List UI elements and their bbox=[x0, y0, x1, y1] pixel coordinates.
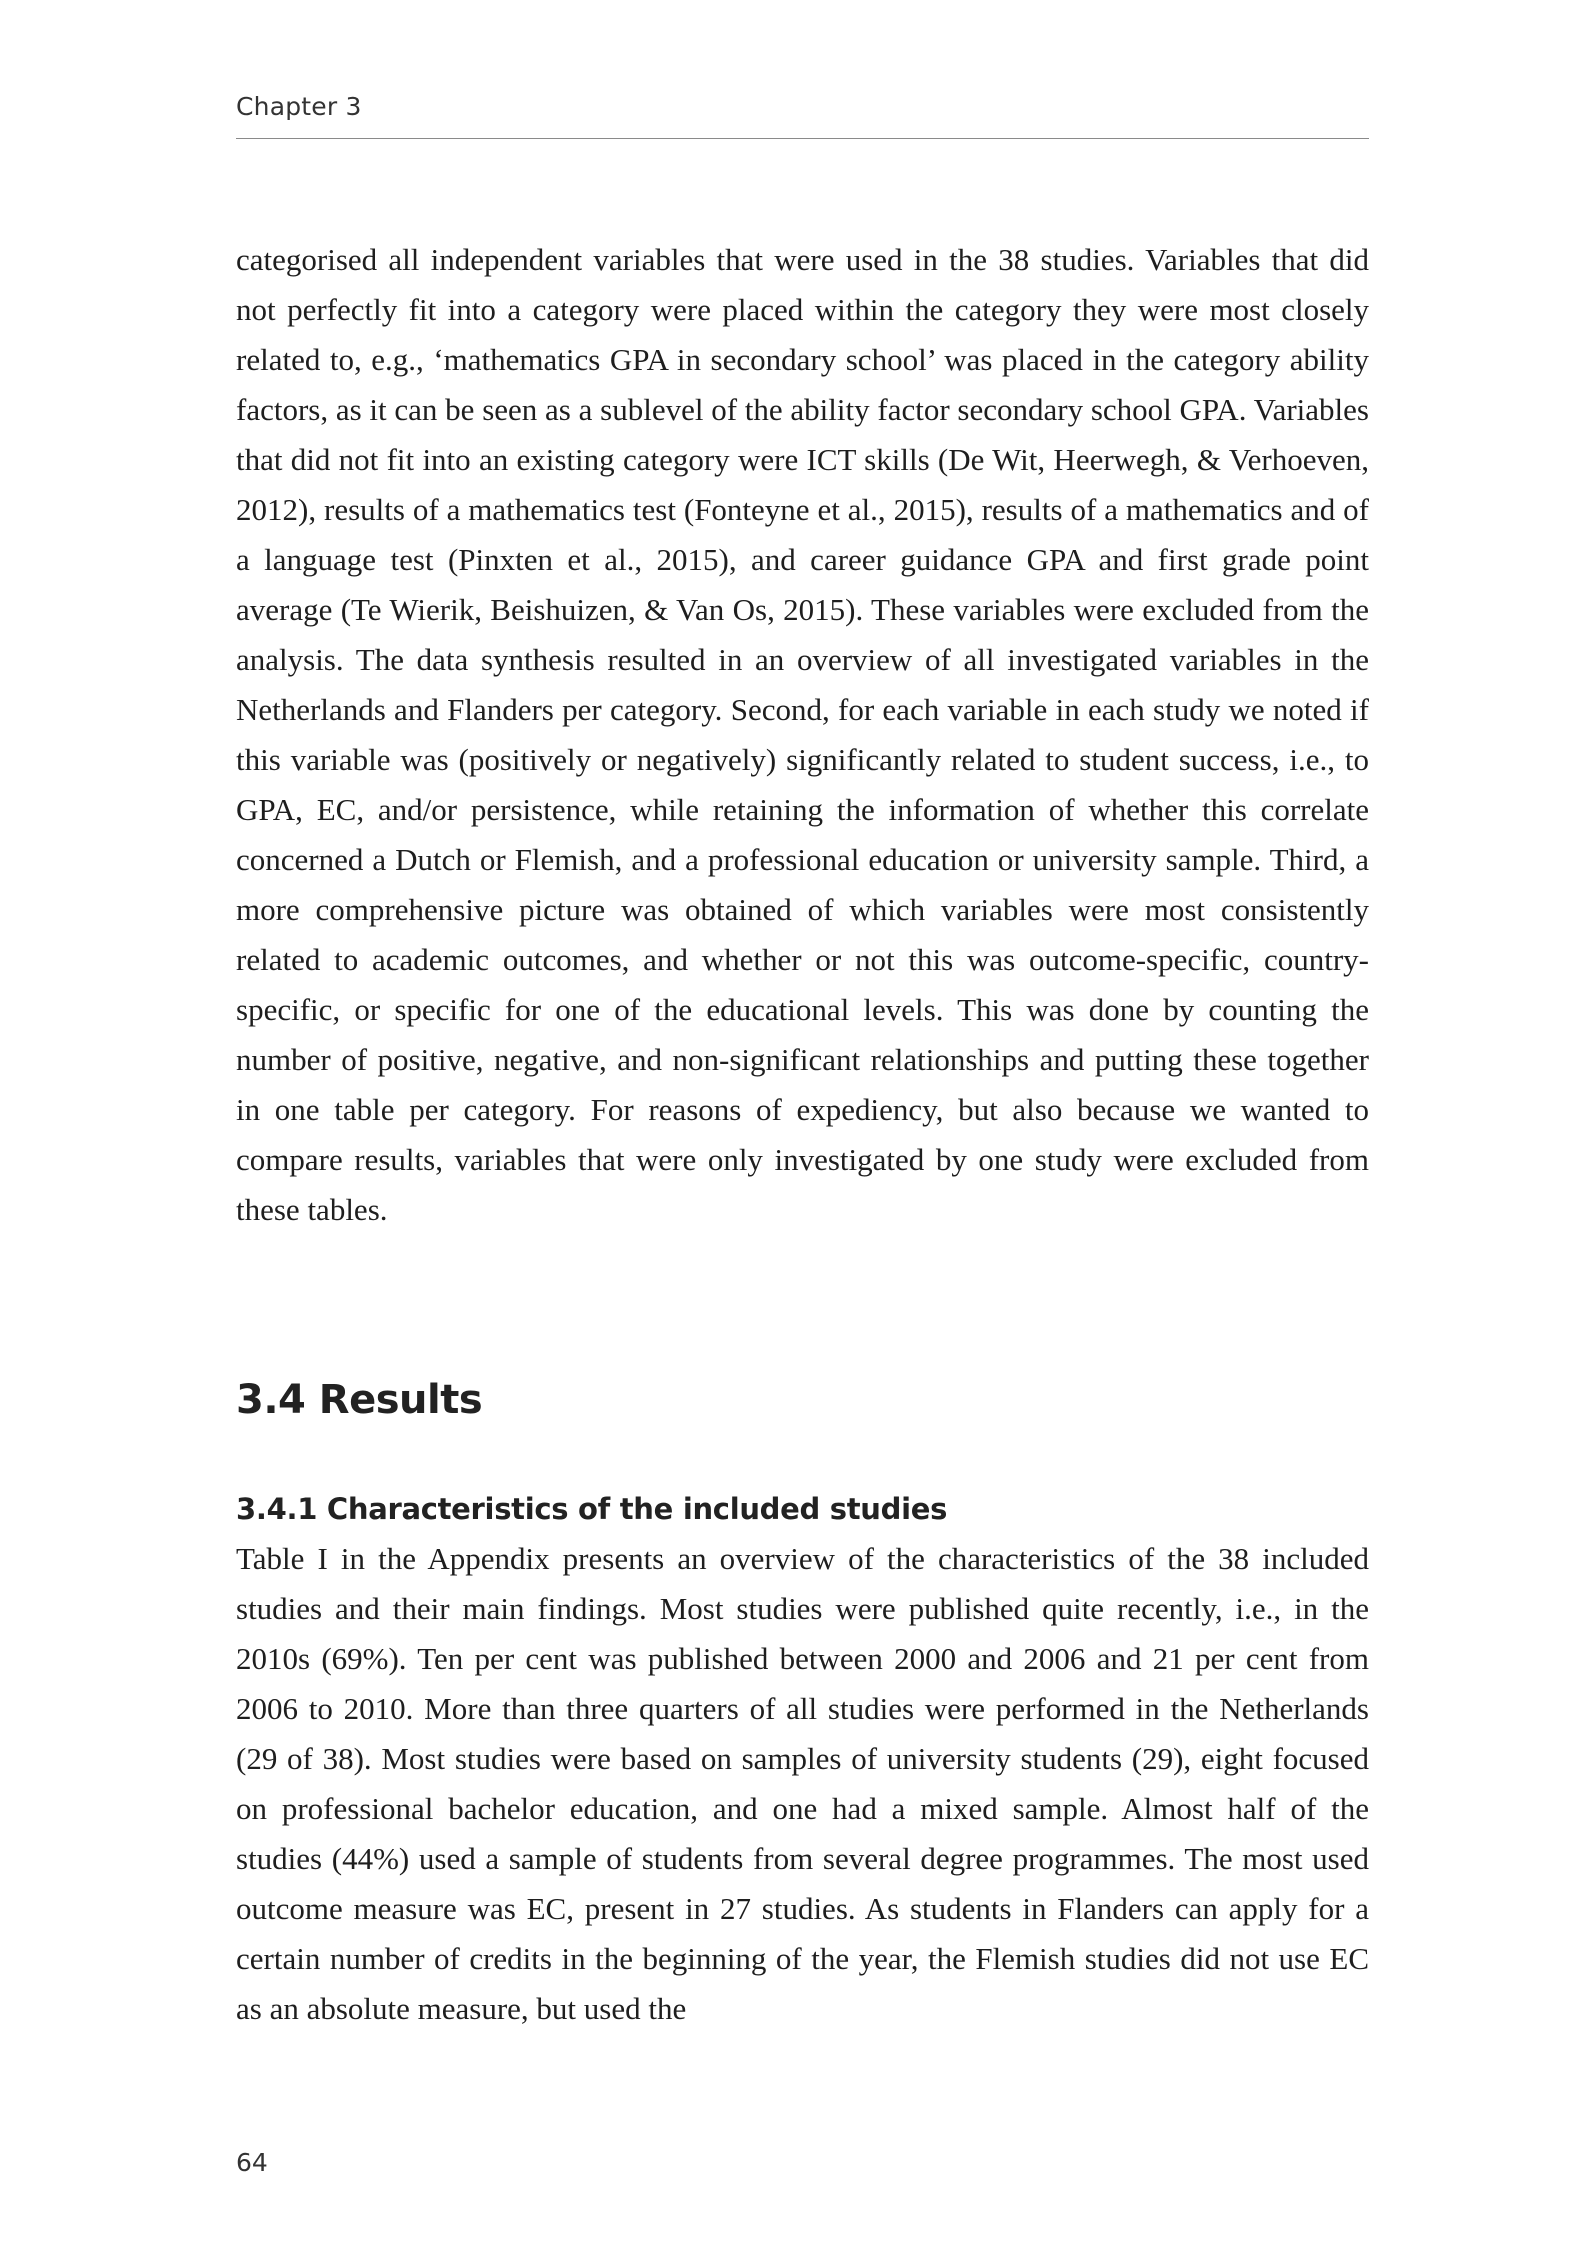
section-heading: 3.4 Results bbox=[236, 1377, 483, 1423]
body-paragraph: Table I in the Appendix presents an overview of the characteristics of the 38 included studies and their main findings. Most studies were published quite recently, i.e., in the 2010s (69%). Ten per cent was published between 2000 and 2006 and 21 per cent from 2006 to 2010. More than three quarters of all studies were performed in the Netherlands (29 of 38). Most studies were based on samples of university students (29), eight focused on professional bachelor education, and one had a mixed sample. Almost half of the studies (44%) used a sample of students from several degree programmes. The most used outcome measure was EC, present in 27 studies. As students in Flanders can apply for a certain number of credits in the beginning of the year, the Flemish studies did not use EC as an absolute measure, but used the bbox=[236, 1541, 1369, 2026]
subsection-heading: 3.4.1 Characteristics of the included studies bbox=[236, 1492, 948, 1526]
body-paragraph: categorised all independent variables that were used in the 38 studies. Variables that did not perfectly fit into a category were placed within the category they were most closely related to, e.g., ‘mathematics GPA in secondary school’ was placed in the category ability factors, as it can be seen as a sublevel of the ability factor secondary school GPA. Variables that did not fit into an existing category were ICT skills (De Wit, Heerwegh, & Verhoeven, 2012), results of a mathematics test (Fonteyne et al., 2015), results of a mathematics and of a language test (Pinxten et al., 2015), and career guidance GPA and first grade point average (Te Wierik, Beishuizen, & Van Os, 2015). These variables were excluded from the analysis. The data synthesis resulted in an overview of all investigated variables in the Netherlands and Flanders per category. Second, for each variable in each study we noted if this variable was (positively or negatively) significantly related to student success, i.e., to GPA, EC, and/or persistence, while retaining the information of whether this correlate concerned a Dutch or Flemish, and a professional education or university sample. Third, a more comprehensive picture was obtained of which variables were most consistently related to academic outcomes, and whether or not this was outcome-specific, country-specific, or specific for one of the educational levels. This was done by counting the number of positive, negative, and non-significant relationships and putting these together in one table per category. For reasons of expediency, but also because we wanted to compare results, variables that were only investigated by one study were excluded from these tables. bbox=[236, 242, 1369, 1227]
header-rule bbox=[236, 138, 1369, 139]
page-number: 64 bbox=[236, 2148, 268, 2177]
running-header: Chapter 3 bbox=[236, 92, 362, 121]
